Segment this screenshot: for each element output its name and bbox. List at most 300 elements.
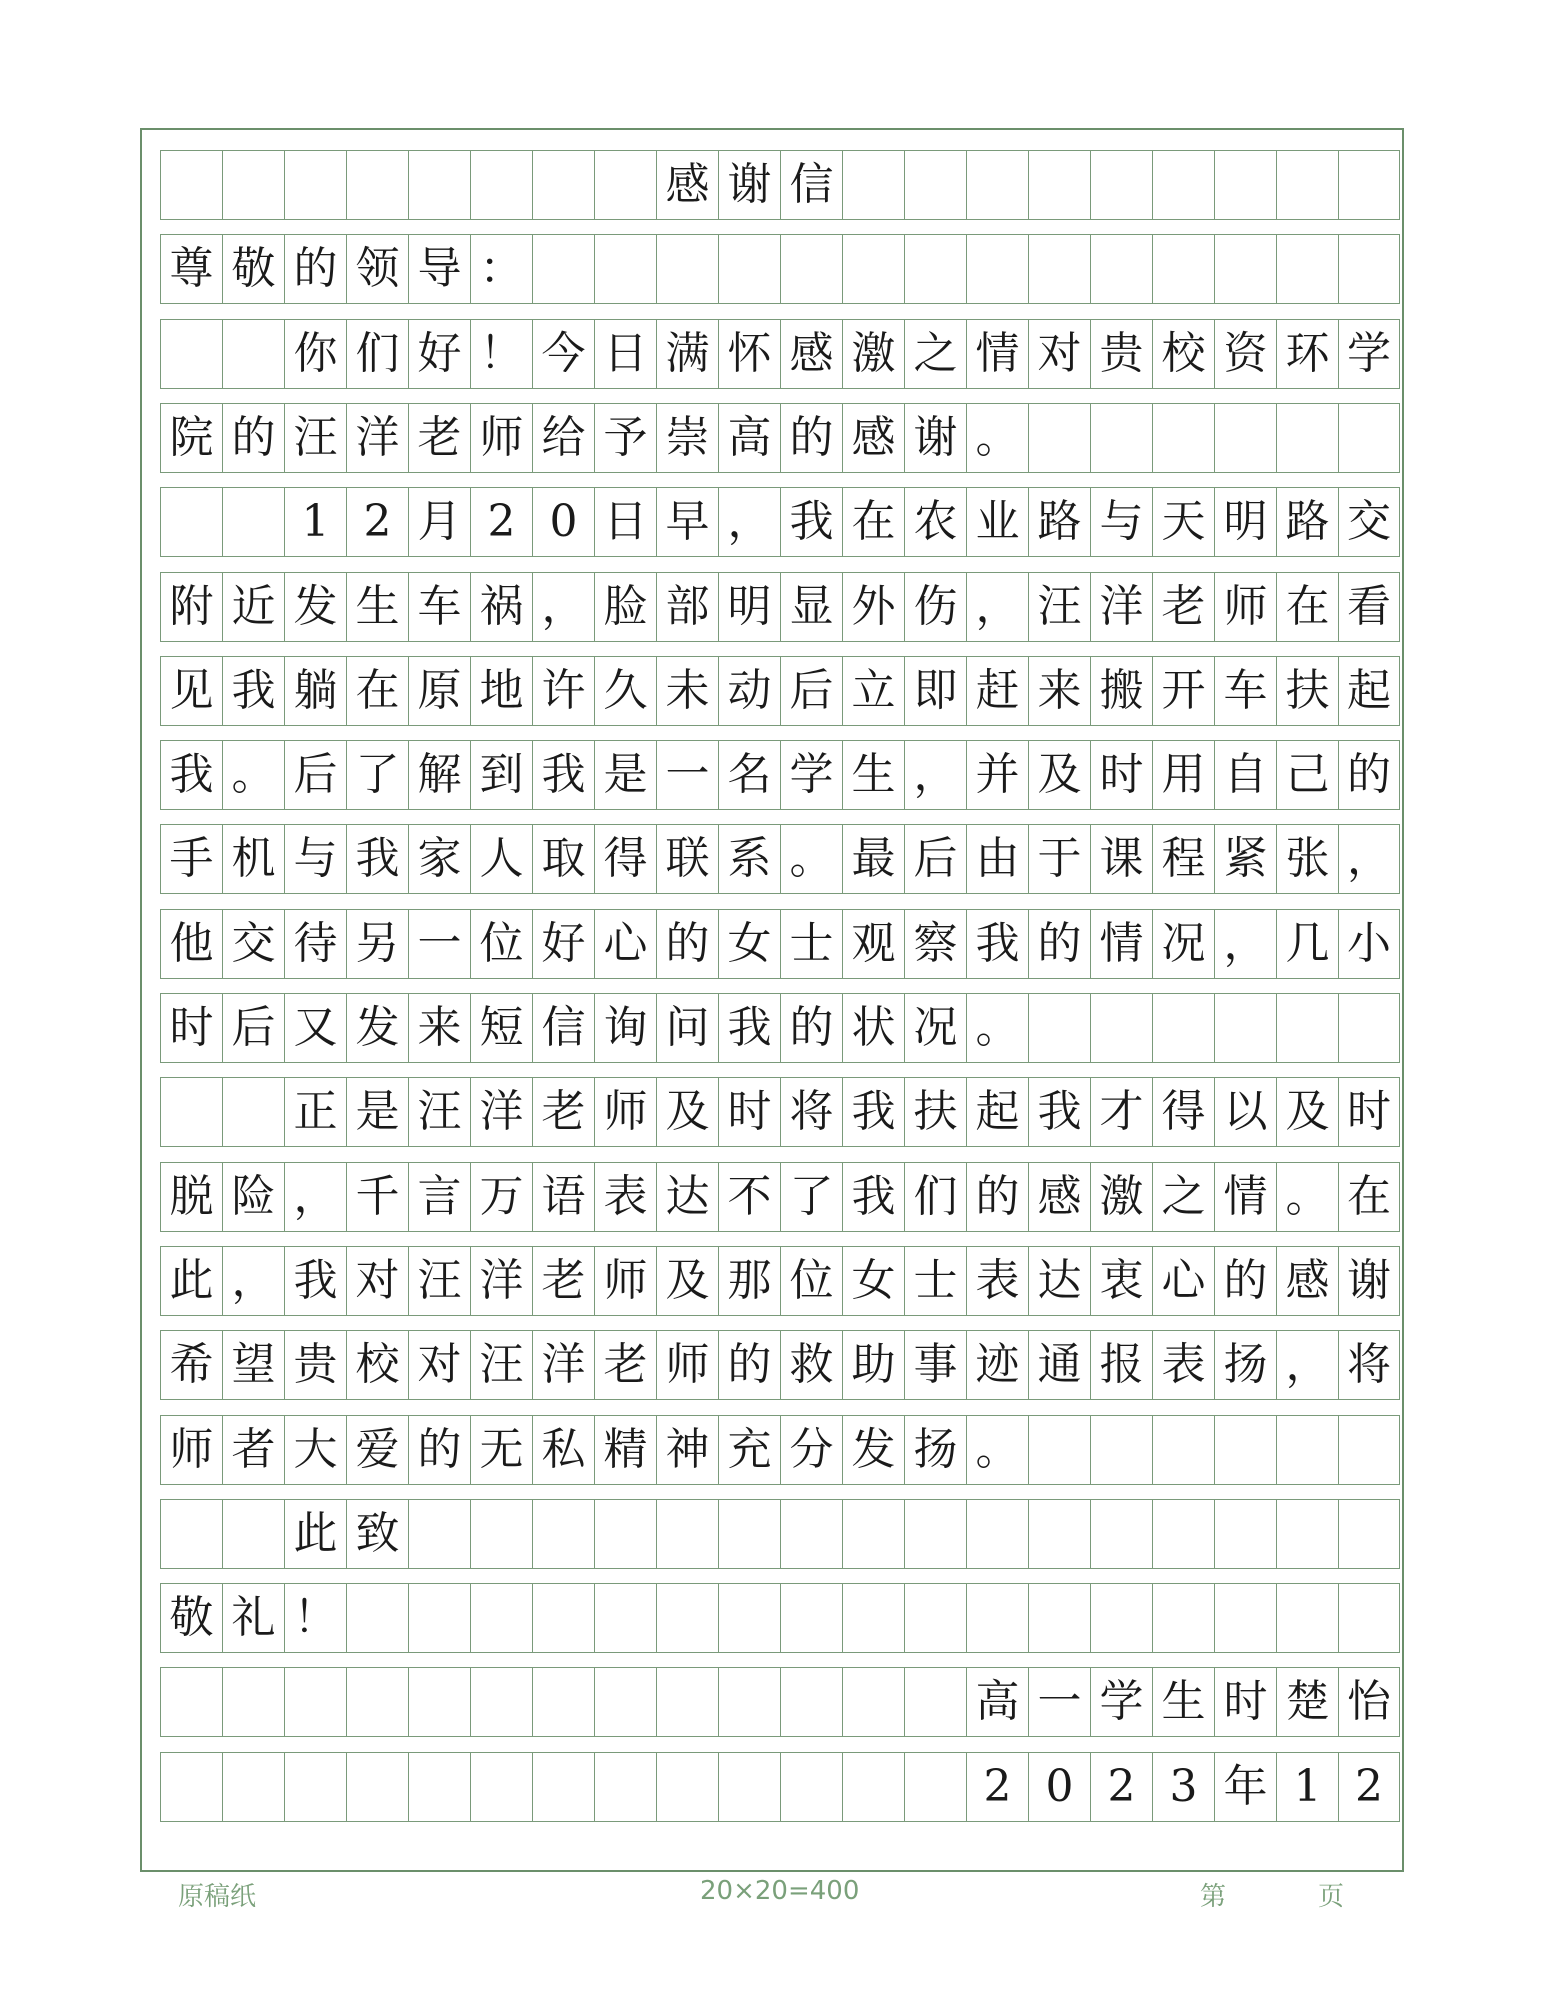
grid-cell <box>408 151 470 219</box>
grid-cell: 2 <box>1338 1753 1400 1821</box>
grid-cell: 表 <box>1152 1331 1214 1399</box>
grid-cell: 我 <box>160 741 222 809</box>
grid-cell: ！ <box>284 1584 346 1652</box>
grid-cell: 位 <box>780 1247 842 1315</box>
grid-cell: 机 <box>222 825 284 893</box>
grid-capacity-label: 20×20=400 <box>700 1876 860 1906</box>
grid-cell: 师 <box>594 1247 656 1315</box>
grid-cell: 言 <box>408 1163 470 1231</box>
grid-cell <box>1090 151 1152 219</box>
grid-cell: 最 <box>842 825 904 893</box>
grid-cell: 汪 <box>408 1078 470 1146</box>
grid-cell: 谢 <box>904 404 966 472</box>
grid-cell: 的 <box>1338 741 1400 809</box>
grid-cell: 充 <box>718 1416 780 1484</box>
grid-cell: 询 <box>594 994 656 1062</box>
grid-cell <box>470 151 532 219</box>
grid-cell <box>1090 1416 1152 1484</box>
grid-cell <box>594 235 656 303</box>
grid-cell: 师 <box>470 404 532 472</box>
grid-cell: 由 <box>966 825 1028 893</box>
grid-cell: 士 <box>780 910 842 978</box>
grid-cell: 院 <box>160 404 222 472</box>
grid-cell <box>656 1500 718 1568</box>
grid-cell: 张 <box>1276 825 1338 893</box>
grid-cell: 另 <box>346 910 408 978</box>
grid-cell <box>160 488 222 556</box>
grid-cell: 怀 <box>718 320 780 388</box>
grid-cell: 洋 <box>1090 573 1152 641</box>
grid-cell: 贵 <box>284 1331 346 1399</box>
grid-cell: 0 <box>1028 1753 1090 1821</box>
grid-row <box>160 572 1400 642</box>
grid-cell <box>780 1500 842 1568</box>
grid-cell: 系 <box>718 825 780 893</box>
grid-cell: 满 <box>656 320 718 388</box>
grid-cell: 发 <box>346 994 408 1062</box>
grid-cell <box>656 1753 718 1821</box>
grid-cell <box>160 1078 222 1146</box>
grid-cell <box>160 151 222 219</box>
grid-cell: 的 <box>656 910 718 978</box>
page-prefix-label: 第 <box>1200 1882 1227 1912</box>
grid-cell: 在 <box>842 488 904 556</box>
grid-cell: 显 <box>780 573 842 641</box>
grid-cell: 表 <box>966 1247 1028 1315</box>
grid-cell: 小 <box>1338 910 1400 978</box>
grid-cell <box>346 151 408 219</box>
grid-cell: 尊 <box>160 235 222 303</box>
grid-cell <box>1276 151 1338 219</box>
grid-cell: 此 <box>160 1247 222 1315</box>
grid-cell: 信 <box>780 151 842 219</box>
grid-cell: 。 <box>780 825 842 893</box>
grid-cell: 扶 <box>904 1078 966 1146</box>
grid-cell <box>532 235 594 303</box>
grid-cell: 的 <box>408 1416 470 1484</box>
grid-cell: ， <box>718 488 780 556</box>
grid-cell: 分 <box>780 1416 842 1484</box>
grid-cell: 救 <box>780 1331 842 1399</box>
grid-cell: 迹 <box>966 1331 1028 1399</box>
grid-cell: 扬 <box>904 1416 966 1484</box>
grid-cell: 搬 <box>1090 657 1152 725</box>
grid-cell: 生 <box>842 741 904 809</box>
grid-cell: 是 <box>346 1078 408 1146</box>
grid-cell: 报 <box>1090 1331 1152 1399</box>
grid-cell: 立 <box>842 657 904 725</box>
grid-cell <box>160 1668 222 1736</box>
grid-cell: 老 <box>408 404 470 472</box>
grid-cell: 通 <box>1028 1331 1090 1399</box>
grid-cell: 以 <box>1214 1078 1276 1146</box>
grid-cell: 1 <box>284 488 346 556</box>
grid-cell <box>594 1584 656 1652</box>
grid-row <box>160 150 1400 220</box>
grid-cell: 躺 <box>284 657 346 725</box>
grid-cell: 险 <box>222 1163 284 1231</box>
grid-cell <box>408 1584 470 1652</box>
grid-cell: 1 <box>1276 1753 1338 1821</box>
grid-cell <box>780 1753 842 1821</box>
grid-cell: 师 <box>656 1331 718 1399</box>
grid-cell: 2 <box>1090 1753 1152 1821</box>
grid-cell: 环 <box>1276 320 1338 388</box>
grid-cell: 车 <box>408 573 470 641</box>
grid-row <box>160 487 1400 557</box>
grid-cell: 学 <box>1090 1668 1152 1736</box>
grid-cell: 紧 <box>1214 825 1276 893</box>
grid-cell: 及 <box>656 1078 718 1146</box>
grid-cell: 才 <box>1090 1078 1152 1146</box>
grid-cell: 与 <box>1090 488 1152 556</box>
grid-cell <box>1276 1584 1338 1652</box>
grid-cell <box>1090 1584 1152 1652</box>
grid-cell: 望 <box>222 1331 284 1399</box>
grid-cell: 高 <box>966 1668 1028 1736</box>
grid-cell: 久 <box>594 657 656 725</box>
grid-cell <box>904 1584 966 1652</box>
grid-row <box>160 319 1400 389</box>
grid-cell <box>408 1500 470 1568</box>
grid-cell: 及 <box>656 1247 718 1315</box>
grid-cell: 感 <box>1276 1247 1338 1315</box>
manuscript-grid <box>160 150 1400 1850</box>
grid-cell: 汪 <box>1028 573 1090 641</box>
grid-cell: ， <box>284 1163 346 1231</box>
grid-cell: 老 <box>1152 573 1214 641</box>
grid-cell: ， <box>1276 1331 1338 1399</box>
grid-cell: 。 <box>966 404 1028 472</box>
grid-cell: 千 <box>346 1163 408 1231</box>
grid-cell <box>284 151 346 219</box>
grid-cell <box>1028 404 1090 472</box>
grid-row <box>160 1330 1400 1400</box>
grid-cell: 即 <box>904 657 966 725</box>
grid-cell: 名 <box>718 741 780 809</box>
grid-cell <box>222 320 284 388</box>
grid-cell: 我 <box>842 1078 904 1146</box>
grid-cell <box>1152 1500 1214 1568</box>
grid-cell: 与 <box>284 825 346 893</box>
grid-cell: 的 <box>780 404 842 472</box>
grid-cell: 。 <box>966 994 1028 1062</box>
grid-cell: 在 <box>1338 1163 1400 1231</box>
grid-cell: 师 <box>160 1416 222 1484</box>
grid-cell: 达 <box>656 1163 718 1231</box>
grid-cell: 附 <box>160 573 222 641</box>
grid-cell: 位 <box>470 910 532 978</box>
grid-cell: 情 <box>966 320 1028 388</box>
grid-cell: ， <box>1214 910 1276 978</box>
grid-row <box>160 403 1400 473</box>
paper-type-label: 原稿纸 <box>178 1882 257 1912</box>
grid-cell <box>966 151 1028 219</box>
grid-cell: 动 <box>718 657 780 725</box>
grid-cell: 致 <box>346 1500 408 1568</box>
grid-cell: 者 <box>222 1416 284 1484</box>
grid-row <box>160 1667 1400 1737</box>
grid-cell <box>1152 994 1214 1062</box>
grid-cell <box>594 1500 656 1568</box>
grid-cell: 精 <box>594 1416 656 1484</box>
grid-cell: 好 <box>408 320 470 388</box>
grid-cell: 学 <box>780 741 842 809</box>
grid-cell: 衷 <box>1090 1247 1152 1315</box>
grid-cell: 感 <box>842 404 904 472</box>
grid-cell: 况 <box>904 994 966 1062</box>
grid-cell: 日 <box>594 488 656 556</box>
grid-row <box>160 234 1400 304</box>
grid-cell: 情 <box>1090 910 1152 978</box>
grid-cell: 早 <box>656 488 718 556</box>
grid-cell <box>1214 235 1276 303</box>
grid-row <box>160 1162 1400 1232</box>
grid-cell <box>1152 1584 1214 1652</box>
grid-cell: 洋 <box>532 1331 594 1399</box>
grid-cell <box>346 1668 408 1736</box>
grid-cell: 将 <box>1338 1331 1400 1399</box>
grid-cell <box>1338 404 1400 472</box>
grid-cell: 况 <box>1152 910 1214 978</box>
grid-cell <box>1214 1416 1276 1484</box>
grid-row <box>160 1499 1400 1569</box>
grid-cell: 了 <box>346 741 408 809</box>
grid-cell: 高 <box>718 404 780 472</box>
grid-cell: 我 <box>346 825 408 893</box>
grid-cell: 校 <box>346 1331 408 1399</box>
grid-cell <box>160 1500 222 1568</box>
grid-cell <box>222 1500 284 1568</box>
grid-cell <box>1152 235 1214 303</box>
grid-cell <box>842 151 904 219</box>
grid-cell: 。 <box>222 741 284 809</box>
grid-cell <box>1338 1584 1400 1652</box>
grid-cell: 对 <box>346 1247 408 1315</box>
grid-cell: 正 <box>284 1078 346 1146</box>
grid-cell <box>594 1668 656 1736</box>
grid-cell: 时 <box>1090 741 1152 809</box>
grid-cell <box>780 1584 842 1652</box>
grid-cell: 助 <box>842 1331 904 1399</box>
grid-cell <box>160 1753 222 1821</box>
grid-cell: 路 <box>1276 488 1338 556</box>
grid-cell <box>532 151 594 219</box>
grid-cell: 校 <box>1152 320 1214 388</box>
grid-cell <box>470 1500 532 1568</box>
grid-cell <box>904 1500 966 1568</box>
grid-row <box>160 1077 1400 1147</box>
grid-cell: ， <box>966 573 1028 641</box>
grid-cell: 的 <box>284 235 346 303</box>
grid-cell: 后 <box>222 994 284 1062</box>
grid-cell <box>594 1753 656 1821</box>
grid-cell <box>718 1668 780 1736</box>
grid-cell: 私 <box>532 1416 594 1484</box>
grid-cell: 到 <box>470 741 532 809</box>
grid-cell: 后 <box>780 657 842 725</box>
grid-cell <box>1090 404 1152 472</box>
grid-cell: 在 <box>1276 573 1338 641</box>
grid-cell <box>842 1753 904 1821</box>
grid-cell: 伤 <box>904 573 966 641</box>
grid-cell <box>842 1584 904 1652</box>
grid-row <box>160 993 1400 1063</box>
grid-cell: 农 <box>904 488 966 556</box>
grid-cell <box>1276 404 1338 472</box>
grid-cell: 崇 <box>656 404 718 472</box>
grid-cell: 短 <box>470 994 532 1062</box>
grid-cell: 心 <box>594 910 656 978</box>
grid-cell <box>470 1753 532 1821</box>
grid-cell: 2 <box>346 488 408 556</box>
grid-cell <box>532 1500 594 1568</box>
grid-cell: 爱 <box>346 1416 408 1484</box>
grid-cell: 2 <box>470 488 532 556</box>
grid-cell: 后 <box>284 741 346 809</box>
page-suffix-label: 页 <box>1318 1882 1345 1912</box>
grid-cell: 得 <box>594 825 656 893</box>
grid-cell <box>904 151 966 219</box>
grid-row <box>160 656 1400 726</box>
grid-cell: 发 <box>284 573 346 641</box>
grid-cell: 后 <box>904 825 966 893</box>
grid-cell: 老 <box>532 1247 594 1315</box>
grid-cell <box>1214 994 1276 1062</box>
grid-cell <box>346 1584 408 1652</box>
grid-cell: 我 <box>532 741 594 809</box>
grid-cell: 扶 <box>1276 657 1338 725</box>
grid-cell: 导 <box>408 235 470 303</box>
grid-cell: 自 <box>1214 741 1276 809</box>
grid-cell: 年 <box>1214 1753 1276 1821</box>
grid-cell: 感 <box>656 151 718 219</box>
grid-cell: 在 <box>346 657 408 725</box>
grid-cell: 扬 <box>1214 1331 1276 1399</box>
grid-cell: 给 <box>532 404 594 472</box>
grid-cell: 时 <box>1338 1078 1400 1146</box>
grid-cell: 汪 <box>470 1331 532 1399</box>
grid-cell: 来 <box>1028 657 1090 725</box>
grid-cell <box>780 1668 842 1736</box>
grid-cell <box>1028 994 1090 1062</box>
grid-cell: ， <box>904 741 966 809</box>
grid-cell <box>1028 1584 1090 1652</box>
grid-cell: 的 <box>718 1331 780 1399</box>
grid-cell: 无 <box>470 1416 532 1484</box>
grid-cell: 取 <box>532 825 594 893</box>
grid-cell <box>1090 235 1152 303</box>
grid-cell: 车 <box>1214 657 1276 725</box>
grid-cell: 待 <box>284 910 346 978</box>
grid-cell <box>1028 151 1090 219</box>
grid-cell: 外 <box>842 573 904 641</box>
grid-cell: 于 <box>1028 825 1090 893</box>
grid-cell: 学 <box>1338 320 1400 388</box>
grid-cell: 士 <box>904 1247 966 1315</box>
grid-cell: ！ <box>470 320 532 388</box>
grid-cell: 生 <box>1152 1668 1214 1736</box>
grid-cell: 敬 <box>222 235 284 303</box>
grid-cell: 我 <box>966 910 1028 978</box>
grid-cell: 师 <box>1214 573 1276 641</box>
grid-cell: 近 <box>222 573 284 641</box>
grid-cell: 感 <box>1028 1163 1090 1231</box>
grid-cell: ： <box>470 235 532 303</box>
grid-cell: 信 <box>532 994 594 1062</box>
grid-cell: 他 <box>160 910 222 978</box>
grid-cell: 我 <box>284 1247 346 1315</box>
grid-cell: 事 <box>904 1331 966 1399</box>
grid-cell: 激 <box>842 320 904 388</box>
grid-cell: 程 <box>1152 825 1214 893</box>
grid-cell: 原 <box>408 657 470 725</box>
grid-cell: 来 <box>408 994 470 1062</box>
grid-cell: 未 <box>656 657 718 725</box>
grid-cell <box>222 488 284 556</box>
grid-cell <box>780 235 842 303</box>
grid-cell <box>1338 151 1400 219</box>
grid-cell <box>1338 235 1400 303</box>
grid-cell: 敬 <box>160 1584 222 1652</box>
grid-cell: 起 <box>966 1078 1028 1146</box>
grid-cell: 脸 <box>594 573 656 641</box>
grid-cell: 老 <box>532 1078 594 1146</box>
grid-cell <box>346 1753 408 1821</box>
grid-cell: 家 <box>408 825 470 893</box>
grid-cell: 万 <box>470 1163 532 1231</box>
grid-cell <box>966 1584 1028 1652</box>
grid-cell <box>1214 151 1276 219</box>
grid-cell <box>966 235 1028 303</box>
grid-cell: 业 <box>966 488 1028 556</box>
grid-cell: 洋 <box>470 1078 532 1146</box>
grid-cell: 此 <box>284 1500 346 1568</box>
grid-cell <box>656 235 718 303</box>
grid-cell <box>1152 404 1214 472</box>
grid-cell: 及 <box>1276 1078 1338 1146</box>
grid-cell: 语 <box>532 1163 594 1231</box>
grid-cell: 起 <box>1338 657 1400 725</box>
grid-cell: 的 <box>1214 1247 1276 1315</box>
grid-cell: 日 <box>594 320 656 388</box>
grid-cell: 老 <box>594 1331 656 1399</box>
grid-cell: 怡 <box>1338 1668 1400 1736</box>
grid-cell <box>222 151 284 219</box>
grid-cell: 。 <box>966 1416 1028 1484</box>
grid-cell: 的 <box>780 994 842 1062</box>
grid-cell <box>718 1753 780 1821</box>
grid-cell: 人 <box>470 825 532 893</box>
grid-cell: 大 <box>284 1416 346 1484</box>
grid-cell <box>1338 1416 1400 1484</box>
grid-cell <box>904 1668 966 1736</box>
grid-cell: 们 <box>346 320 408 388</box>
grid-cell: 开 <box>1152 657 1214 725</box>
grid-cell <box>1214 404 1276 472</box>
grid-cell: 之 <box>904 320 966 388</box>
grid-cell <box>718 1500 780 1568</box>
grid-cell <box>1152 151 1214 219</box>
grid-cell <box>532 1753 594 1821</box>
grid-cell: 贵 <box>1090 320 1152 388</box>
grid-cell: 汪 <box>408 1247 470 1315</box>
grid-cell: 看 <box>1338 573 1400 641</box>
grid-cell: ， <box>222 1247 284 1315</box>
grid-cell <box>408 1668 470 1736</box>
grid-cell: 不 <box>718 1163 780 1231</box>
grid-cell <box>842 1500 904 1568</box>
